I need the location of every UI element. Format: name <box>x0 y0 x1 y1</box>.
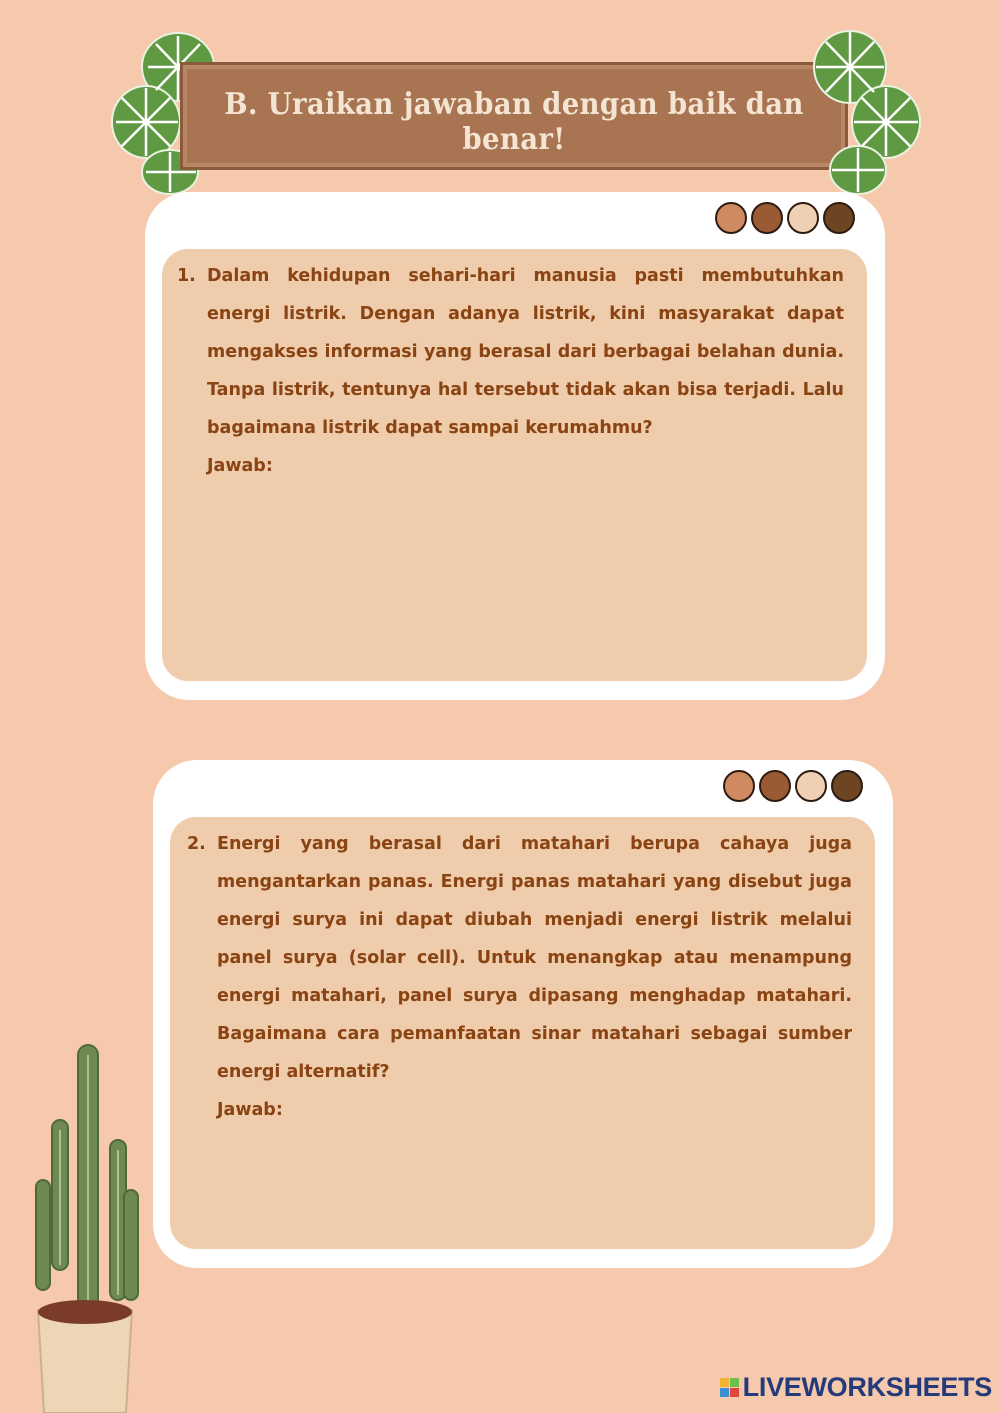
question-text-2 <box>187 825 852 1129</box>
question-number-1: 1. <box>177 266 196 286</box>
question-body-2: Energi yang berasal dari matahari berupa cahaya juga mengantarkan panas. Energi panas matahari yang disebut juga energi surya ini dapat diubah menjadi energi listrik melalui panel surya (solar cell). Untuk menangkap atau menampung energi matahari, panel surya dipasang menghadap matahari. Bagaimana cara pemanfaatan sinar matahari sebagai sumber energi alternatif? <box>217 834 852 1082</box>
dot-3 <box>795 770 827 802</box>
question-card-2 <box>153 760 893 1268</box>
brand-text: LIVEWORKSHEETS <box>742 1372 992 1402</box>
question-number-2: 2. <box>187 834 206 854</box>
dot-3 <box>787 202 819 234</box>
banner-board <box>180 62 848 170</box>
page-title: B. Uraikan jawaban dengan baik dan benar! <box>224 87 804 157</box>
answer-area-1[interactable] <box>162 249 867 681</box>
dot-1 <box>723 770 755 802</box>
question-text-1 <box>177 257 844 485</box>
color-dots <box>723 770 863 802</box>
question-body-1: Dalam kehidupan sehari-hari manusia pasti membutuhkan energi listrik. Dengan adanya listrik, kini masyarakat dapat mengakses informasi yang berasal dari berbagai belahan dunia. Tanpa listrik, tentunya hal tersebut tidak akan bisa terjadi. Lalu bagaimana listrik dapat sampai kerumahmu? <box>207 266 844 438</box>
dot-2 <box>759 770 791 802</box>
question-card-1 <box>145 192 885 700</box>
answer-area-2[interactable] <box>170 817 875 1249</box>
dot-2 <box>751 202 783 234</box>
answer-label-2: Jawab: <box>217 1100 283 1120</box>
brand-logo[interactable] <box>720 1372 992 1403</box>
dot-4 <box>831 770 863 802</box>
dot-4 <box>823 202 855 234</box>
answer-label-1: Jawab: <box>207 456 273 476</box>
brand-logo-icon <box>720 1378 739 1397</box>
header-banner <box>108 22 923 202</box>
monstera-leaf-right-icon <box>808 22 923 202</box>
color-dots <box>715 202 855 234</box>
cactus-pot-icon <box>20 1040 155 1413</box>
dot-1 <box>715 202 747 234</box>
